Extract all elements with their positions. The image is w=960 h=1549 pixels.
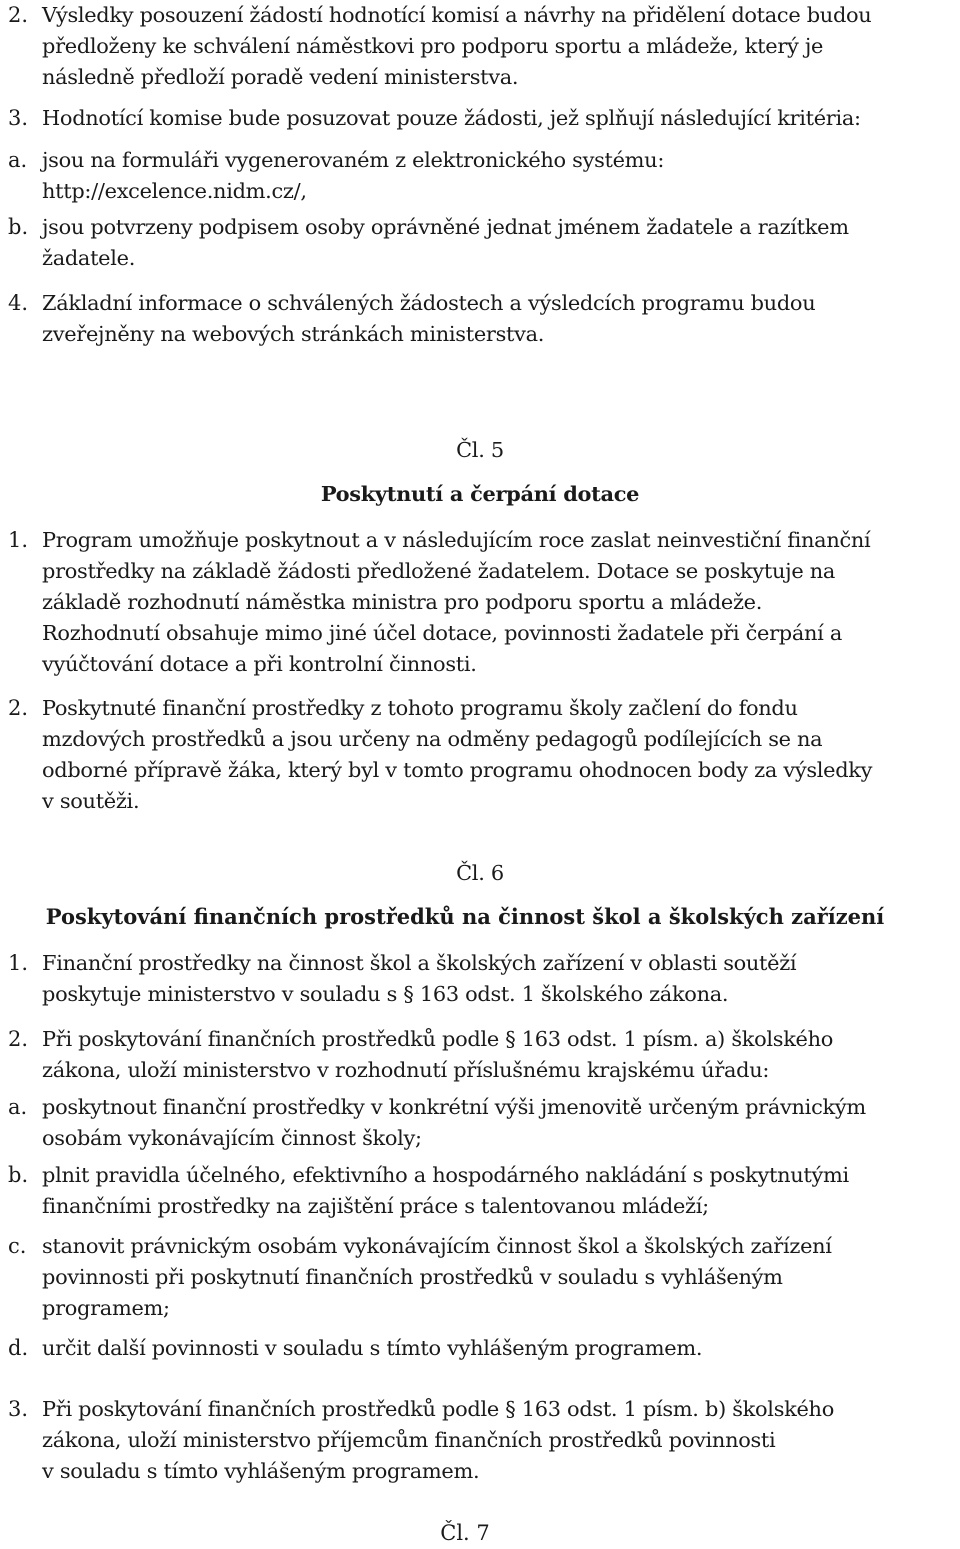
item-text [42, 212, 958, 274]
item-text [42, 0, 958, 93]
item-number: 4. [8, 291, 29, 315]
article-number: Čl. 7 [440, 1521, 490, 1545]
item-number: 3. [8, 106, 29, 130]
list-item [0, 1024, 960, 1086]
list-item [0, 1394, 960, 1487]
item-text [42, 288, 958, 350]
text-line: Základní informace o schválených žádostech a výsledcích programu budou [42, 291, 816, 315]
item-number: b. [8, 1163, 29, 1187]
text-line: v soutěži. [42, 789, 140, 813]
article-number: Čl. 6 [456, 861, 504, 885]
list-item [0, 525, 960, 680]
text-line: mzdových prostředků a jsou určeny na odměny pedagogů podílejících se na [42, 727, 823, 751]
item-number: 2. [8, 3, 29, 27]
item-text [42, 1231, 958, 1324]
text-line: jsou potvrzeny podpisem osoby oprávněné jednat jménem žadatele a razítkem [42, 215, 849, 239]
text-line: Poskytnuté finanční prostředky z tohoto programu školy začlení do fondu [42, 696, 798, 720]
text-line: Rozhodnutí obsahuje mimo jiné účel dotace, povinnosti žadatele při čerpání a [42, 621, 843, 645]
text-line: finančními prostředky na zajištění práce s talentovanou mládeží; [42, 1194, 709, 1218]
item-text [42, 1092, 958, 1154]
text-line: Finanční prostředky na činnost škol a školských zařízení v oblasti soutěží [42, 951, 797, 975]
item-number: b. [8, 215, 29, 239]
text-line: žadatele. [42, 246, 136, 270]
list-item [0, 103, 960, 134]
item-number: 3. [8, 1397, 29, 1421]
text-line: zákona, uloží ministerstvo příjemcům finančních prostředků povinnosti [42, 1428, 776, 1452]
item-text [42, 1394, 958, 1487]
item-text [42, 1024, 958, 1086]
text-line: Program umožňuje poskytnout a v následujícím roce zaslat neinvestiční finanční [42, 528, 871, 552]
text-line: poskytuje ministerstvo v souladu s § 163 odst. 1 školského zákona. [42, 982, 729, 1006]
text-line: osobám vykonávajícím činnost školy; [42, 1126, 422, 1150]
text-line: v souladu s tímto vyhlášeným programem. [42, 1459, 480, 1483]
list-item [0, 1092, 960, 1154]
item-text [42, 103, 958, 134]
list-item [0, 1160, 960, 1222]
article-title: Poskytnutí a čerpání dotace [320, 481, 640, 506]
item-number: 2. [8, 696, 29, 720]
item-number: c. [8, 1234, 27, 1258]
text-line: Výsledky posouzení žádostí hodnotící komisí a návrhy na přidělení dotace budou [42, 3, 872, 27]
list-item [0, 0, 960, 93]
list-item [0, 948, 960, 1010]
text-line: předloženy ke schválení náměstkovi pro podporu sportu a mládeže, který je [42, 34, 824, 58]
text-line: poskytnout finanční prostředky v konkrétní výši jmenovitě určeným právnickým [42, 1095, 866, 1119]
text-line: plnit pravidla účelného, efektivního a hospodárného nakládání s poskytnutými [42, 1163, 849, 1187]
list-item [0, 288, 960, 350]
item-text [42, 948, 958, 1010]
text-line: zveřejněny na webových stránkách ministerstva. [42, 322, 545, 346]
item-text [42, 1160, 958, 1222]
list-item [0, 212, 960, 274]
item-number: 2. [8, 1027, 29, 1051]
item-number: a. [8, 148, 28, 172]
text-line: jsou na formuláři vygenerovaném z elektronického systému: [42, 148, 665, 172]
item-text [42, 145, 958, 207]
text-line: http://excelence.nidm.cz/, [42, 179, 307, 203]
item-text [42, 525, 958, 680]
item-number: 1. [8, 951, 29, 975]
text-line: Při poskytování finančních prostředků podle § 163 odst. 1 písm. a) školského [42, 1027, 834, 1051]
text-line: zákona, uloží ministerstvo v rozhodnutí příslušnému krajskému úřadu: [42, 1058, 770, 1082]
list-item [0, 145, 960, 207]
article-number: Čl. 5 [456, 438, 504, 462]
text-line: vyúčtování dotace a při kontrolní činnosti. [42, 652, 477, 676]
text-line: určit další povinnosti v souladu s tímto vyhlášeným programem. [42, 1336, 703, 1360]
item-number: d. [8, 1336, 29, 1360]
item-number: a. [8, 1095, 28, 1119]
text-line: Hodnotící komise bude posuzovat pouze žádosti, jež splňují následující kritéria: [42, 106, 861, 130]
text-line: povinnosti při poskytnutí finančních prostředků v souladu s vyhlášeným [42, 1265, 783, 1289]
text-line: stanovit právnickým osobám vykonávajícím činnost škol a školských zařízení [42, 1234, 832, 1258]
text-line: základě rozhodnutí náměstka ministra pro podporu sportu a mládeže. [42, 590, 763, 614]
text-line: následně předloží poradě vedení ministerstva. [42, 65, 519, 89]
text-line: prostředky na základě žádosti předložené žadatelem. Dotace se poskytuje na [42, 559, 836, 583]
item-text [42, 1333, 958, 1364]
item-text [42, 693, 958, 817]
text-line: Při poskytování finančních prostředků podle § 163 odst. 1 písm. b) školského [42, 1397, 834, 1421]
text-line: programem; [42, 1296, 170, 1320]
text-line: odborné přípravě žáka, který byl v tomto programu ohodnocen body za výsledky [42, 758, 873, 782]
list-item [0, 1333, 960, 1364]
list-item [0, 1231, 960, 1324]
item-number: 1. [8, 528, 29, 552]
list-item [0, 693, 960, 817]
article-title: Poskytování finančních prostředků na činnost škol a školských zařízení [45, 904, 885, 929]
